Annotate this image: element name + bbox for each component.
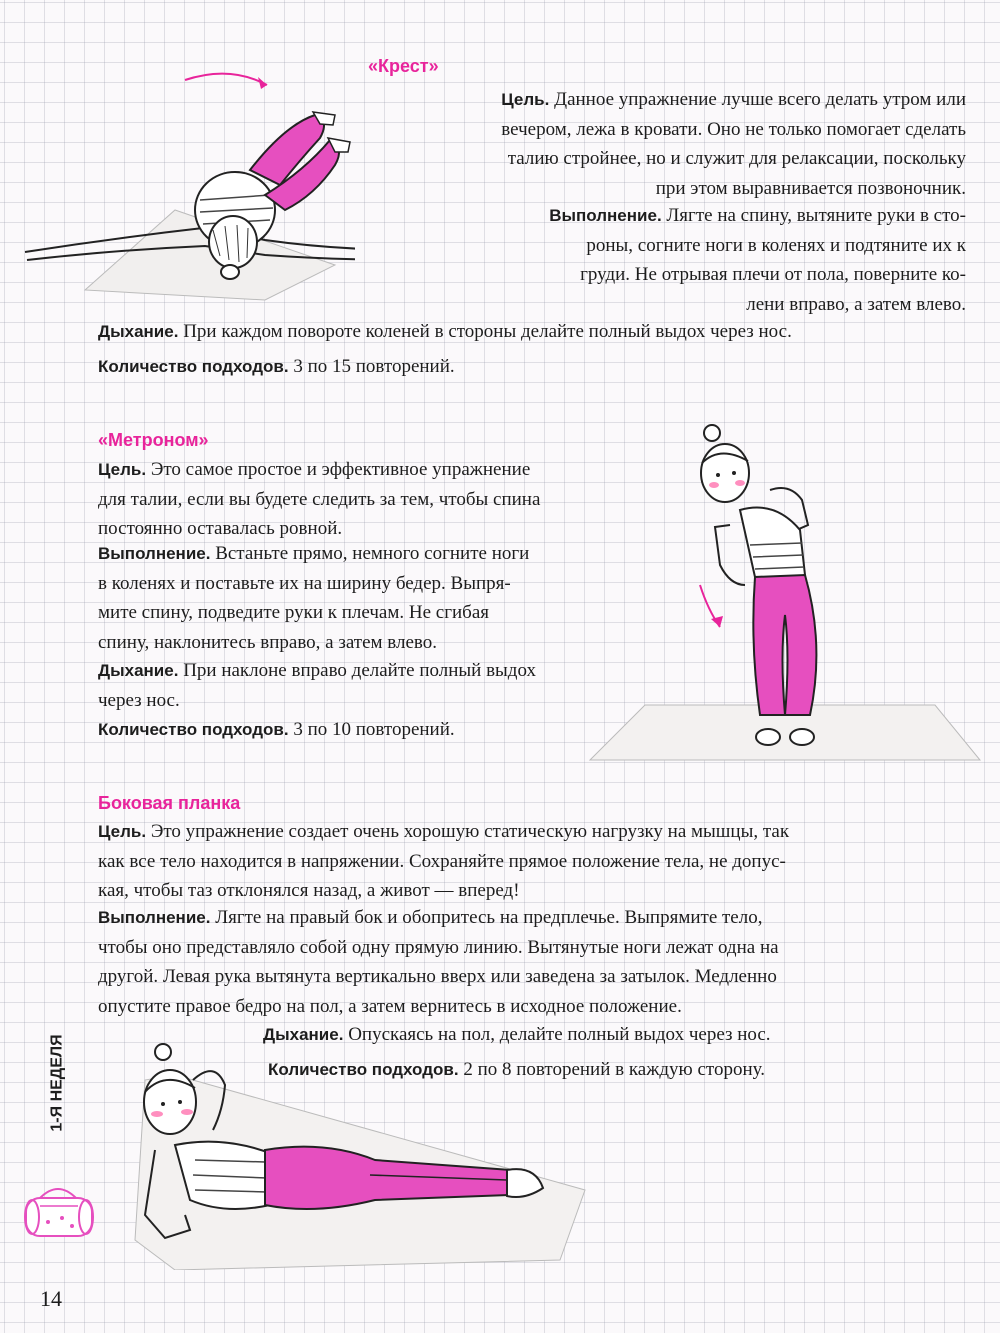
side-plank-exercise-illustration — [115, 1040, 615, 1270]
sets-text: 3 по 15 повторений. — [293, 356, 455, 377]
execution-label: Выполнение. — [549, 206, 662, 225]
goal-label: Цель. — [501, 90, 550, 109]
goal-line: постоянно оставалась ровной. — [98, 518, 343, 539]
goal-line: Данное упражнение лучше всего делать утром или — [554, 89, 966, 110]
goal-line: для талии, если вы будете следить за тем, чтобы спина — [98, 488, 541, 510]
execution-line: Лягте на спину, вытяните руки в сто- — [666, 205, 966, 226]
side-plank-goal — [98, 817, 978, 906]
metronome-exercise-illustration — [580, 415, 990, 765]
cross-sets — [98, 352, 978, 382]
goal-line: при этом выравнивается позвоночник. — [655, 177, 966, 199]
exercise-title-side-plank: Боковая планка — [98, 793, 241, 813]
rotation-arrow-icon — [185, 74, 267, 85]
exercise-title-cross: «Крест» — [368, 56, 439, 76]
execution-line: роны, согните ноги в коленях и подтяните их к — [586, 234, 966, 256]
cross-breathing — [98, 317, 978, 347]
execution-line: мите спину, подведите руки к плечам. Не сгибая — [98, 602, 490, 623]
goal-label: Цель. — [98, 460, 147, 479]
side-plank-execution — [98, 903, 978, 1021]
cross-exercise-illustration — [15, 60, 355, 310]
goal-line: Это самое простое и эффективное упражнение — [150, 459, 531, 480]
execution-line: чтобы оно представляло собой одну прямую линию. Вытянутые ноги лежат одна на — [98, 936, 779, 958]
execution-line: спину, наклонитесь вправо, а затем влево. — [98, 631, 438, 653]
breathing-text: Опускаясь на пол, делайте полный выдох через нос. — [348, 1024, 771, 1045]
week-side-label — [38, 1020, 78, 1145]
execution-label: Выполнение. — [98, 908, 211, 927]
breathing-label: Дыхание. — [98, 661, 179, 680]
execution-line: лени вправо, а затем влево. — [746, 293, 966, 315]
breathing-line: При наклоне вправо делайте полный выдох — [183, 660, 537, 681]
goal-line: вечером, лежа в кровати. Оно не только помогает сделать — [501, 118, 966, 140]
cross-goal — [330, 85, 966, 203]
week-label-text: 1-Я НЕДЕЛЯ — [49, 1033, 67, 1132]
execution-line: другой. Левая рука вытянута вертикально вверх или заведена за затылок. Медленно — [98, 966, 777, 987]
execution-line: в коленях и поставьте их на ширину бедер. Выпря- — [98, 572, 511, 594]
execution-line: опустите правое бедро на пол, а затем вернитесь в исходное положение. — [98, 995, 682, 1017]
breathing-text: При каждом повороте коленей в стороны делайте полный выдох через нос. — [183, 321, 792, 342]
page-number: 14 — [40, 1286, 62, 1311]
sets-label: Количество подходов. — [268, 1060, 459, 1079]
execution-line: Лягте на правый бок и обопритесь на предплечье. Выпрямите тело, — [215, 907, 763, 928]
breathing-line: через нос. — [98, 689, 180, 711]
arrow-head-icon — [711, 616, 723, 627]
execution-line: Встаньте прямо, немного согните ноги — [215, 543, 530, 564]
goal-line: кая, чтобы таз отклонялся назад, а живот — вперед! — [98, 880, 520, 901]
breathing-label: Дыхание. — [263, 1025, 344, 1044]
gym-bag-icon — [18, 1178, 98, 1248]
sets-text: 2 по 8 повторений в каждую сторону. — [463, 1059, 765, 1080]
execution-label: Выполнение. — [98, 544, 211, 563]
arrow-head-icon — [258, 77, 267, 89]
goal-label: Цель. — [98, 822, 147, 841]
sets-label: Количество подходов. — [98, 357, 289, 376]
pink-leggings — [753, 575, 816, 715]
execution-line: груди. Не отрывая плечи от пола, поверните ко- — [580, 264, 966, 285]
exercise-title-metronome: «Метроном» — [98, 430, 209, 450]
goal-line: талию стройнее, но и служит для релаксации, поскольку — [507, 148, 966, 169]
breathing-label: Дыхание. — [98, 322, 179, 341]
sets-text: 3 по 10 повторений. — [293, 719, 455, 740]
goal-line: как все тело находится в напряжении. Сохраняйте прямое положение тела, не допус- — [98, 850, 786, 872]
goal-line: Это упражнение создает очень хорошую статическую нагрузку на мышцы, так — [150, 821, 790, 842]
sets-label: Количество подходов. — [98, 720, 289, 739]
cross-execution — [420, 201, 966, 319]
